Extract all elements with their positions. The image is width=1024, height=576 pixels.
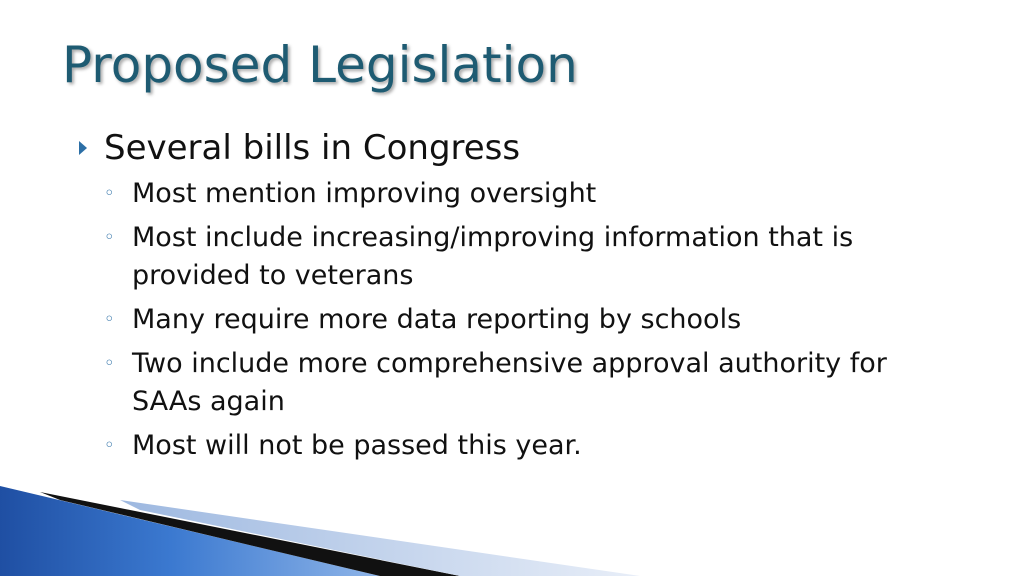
bullet-item	[0, 125, 1024, 171]
circle-bullet-icon: ◦	[104, 435, 115, 456]
slide-title: Proposed Legislation	[62, 36, 578, 94]
sub-bullet-item	[0, 301, 952, 339]
sub-bullet-text: Most include increasing/improving information that is provided to veterans	[132, 222, 854, 291]
sub-bullet-item	[0, 427, 952, 465]
sub-bullet-text: Many require more data reporting by schools	[132, 304, 742, 335]
triangle-right-icon	[76, 125, 90, 171]
sub-bullet-item	[0, 219, 952, 295]
sub-bullet-text: Most will not be passed this year.	[132, 430, 582, 461]
sub-bullet-item	[0, 345, 952, 421]
sub-bullet-list	[0, 175, 1024, 465]
sub-bullet-text: Two include more comprehensive approval authority for SAAs again	[132, 348, 887, 417]
circle-bullet-icon: ◦	[104, 353, 115, 374]
sub-bullet-group	[0, 175, 1024, 465]
sub-bullet-text: Most mention improving oversight	[132, 178, 597, 209]
circle-bullet-icon: ◦	[104, 227, 115, 248]
circle-bullet-icon: ◦	[104, 183, 115, 204]
bullet-text: Several bills in Congress	[104, 128, 521, 168]
bullet-list	[0, 125, 1024, 471]
sub-bullet-item	[0, 175, 952, 213]
circle-bullet-icon: ◦	[104, 309, 115, 330]
